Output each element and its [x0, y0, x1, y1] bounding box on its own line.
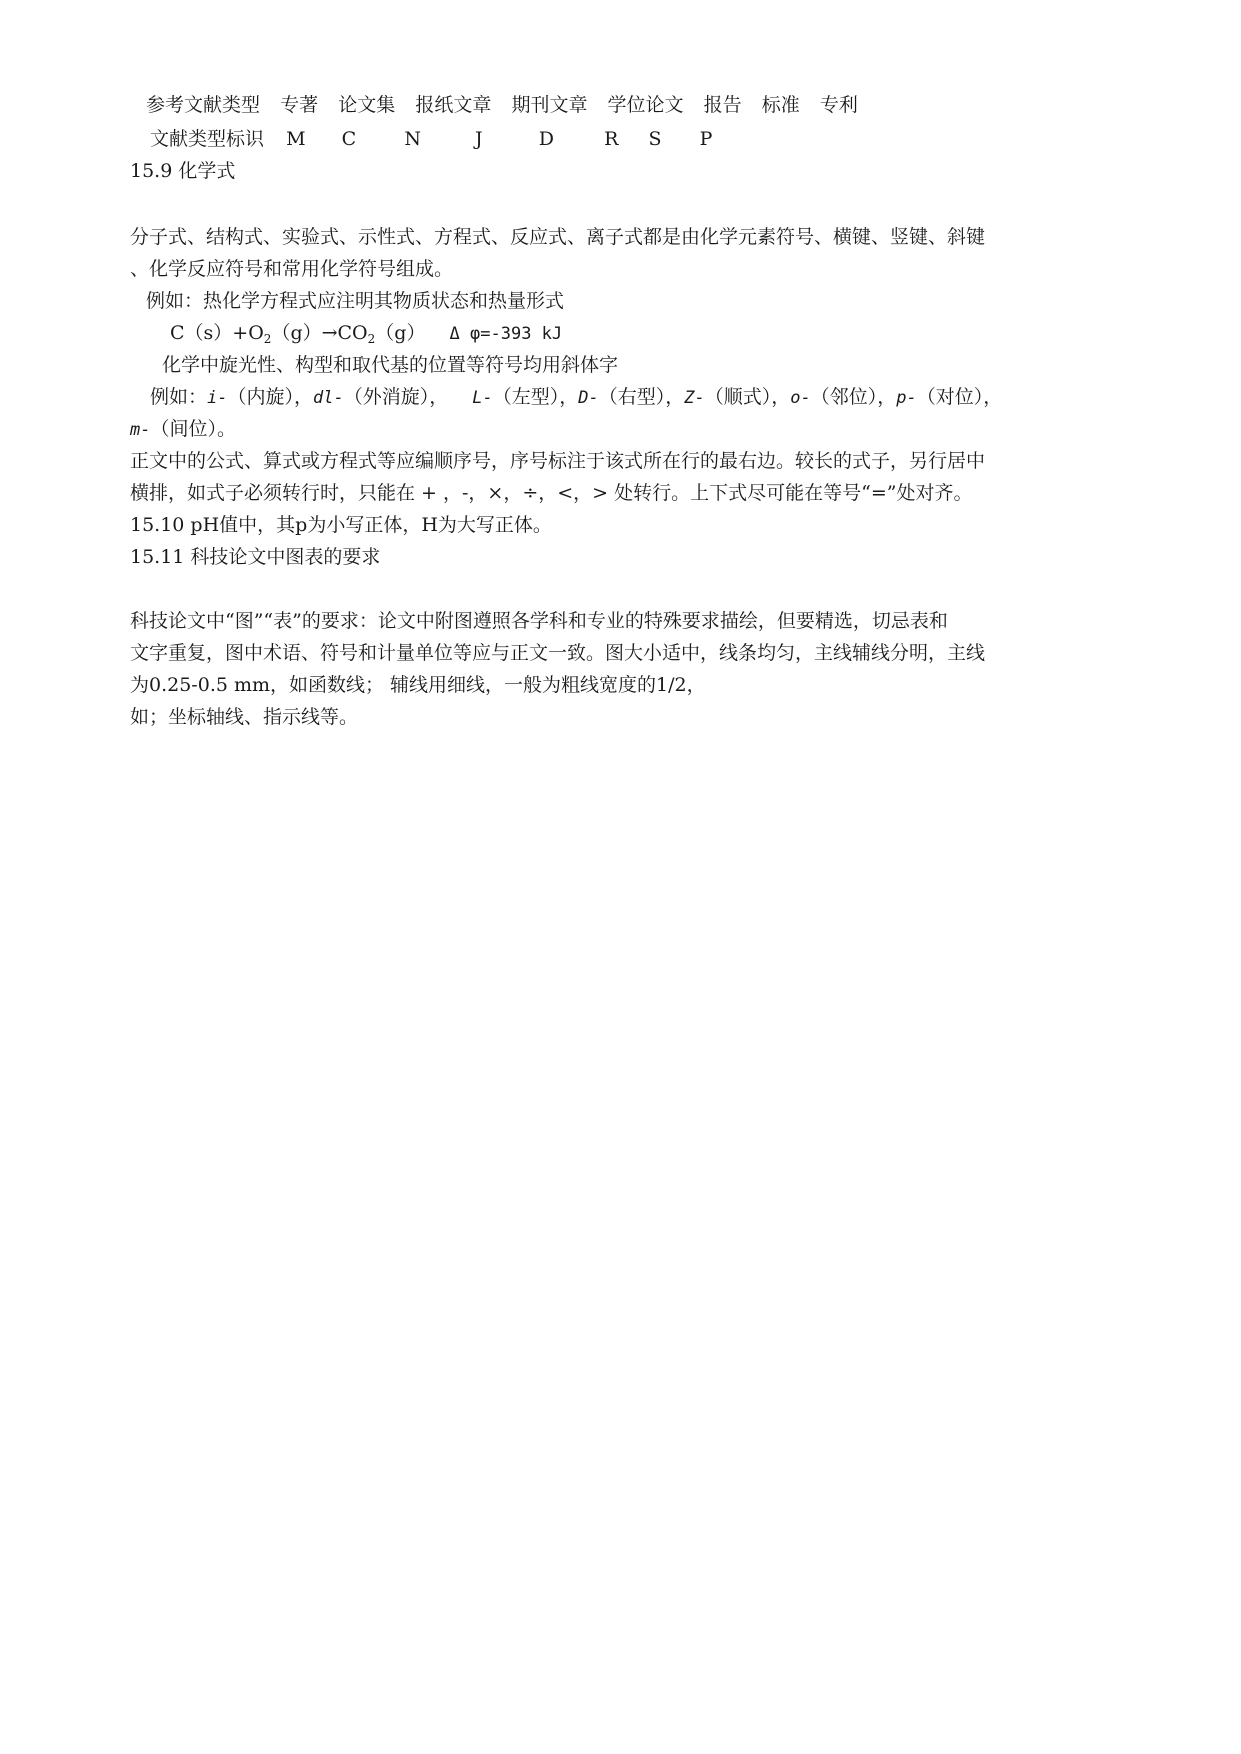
ex2-lead: 例如：: [150, 386, 208, 408]
ref-code-n: N: [404, 128, 421, 150]
ref-code-c: C: [341, 128, 357, 150]
ex2-dl-text: （外消旋），: [343, 386, 449, 408]
section-15-11-heading: 15.11 科技论文中图表的要求: [130, 546, 381, 568]
ref-type-report: 报告: [703, 94, 742, 116]
ex2-p: p-: [896, 388, 917, 408]
ex2-D: D-: [578, 388, 599, 408]
ref-type-thesis: 学位论文: [607, 94, 684, 116]
s159-para2-line1: 正文中的公式、算式或方程式等应编顺序号，序号标注于该式所在行的最右边。较长的式子，另行居中: [130, 450, 986, 472]
s159-example-intro: 例如：热化学方程式应注明其物质状态和热量形式: [146, 290, 565, 312]
ref-types-row: [146, 92, 858, 118]
s1511-line4: 如；坐标轴线、指示线等。: [130, 706, 359, 728]
ex2-dl: dl-: [313, 388, 344, 408]
eq-carbon: C（s）+O: [170, 322, 264, 344]
thermochem-equation: [170, 320, 562, 346]
ref-type-standard: 标准: [761, 94, 800, 116]
ex2-i: i-: [207, 388, 228, 408]
ex2-Z-text: （顺式），: [704, 386, 791, 408]
s159-italic-examples-cont: [130, 416, 236, 442]
ref-code-d: D: [538, 128, 554, 150]
ref-type-proceedings: 论文集: [338, 94, 396, 116]
eq-gas-state: （g）: [375, 322, 426, 344]
ref-code-r: R: [604, 128, 619, 150]
section-15-10-text: 15.10 pH值中，其p为小写正体，H为大写正体。: [130, 514, 552, 536]
eq-arrow-co2: （g）→CO: [271, 322, 368, 344]
ref-type-journal: 期刊文章: [511, 94, 588, 116]
ref-code-p: P: [699, 128, 713, 150]
ex2-i-text: （内旋），: [227, 386, 314, 408]
section-15-9-heading: 15.9 化学式: [130, 160, 236, 182]
ex2-o: o-: [790, 388, 811, 408]
ref-types-label: 参考文献类型: [146, 94, 261, 116]
ref-code-m: M: [286, 128, 306, 150]
ex2-m: m-: [130, 420, 151, 440]
ref-codes-row: [150, 126, 712, 152]
s159-italic-note: 化学中旋光性、构型和取代基的位置等符号均用斜体字: [162, 354, 619, 376]
ref-type-newspaper: 报纸文章: [415, 94, 492, 116]
ex2-Z: Z-: [684, 388, 705, 408]
ref-type-patent: 专利: [819, 94, 858, 116]
ex2-o-text: （邻位），: [810, 386, 897, 408]
s159-para2-line2: 横排，如式子必须转行时，只能在 + ，-，×，÷，<，> 处转行。上下式尽可能在等号“=”处对齐。: [130, 482, 973, 504]
eq-enthalpy: Δ φ=-393 kJ: [449, 324, 563, 344]
s1511-line1: 科技论文中“图”“表”的要求：论文中附图遵照各学科和专业的特殊要求描绘，但要精选，切忌表和: [130, 610, 948, 632]
ex2-D-text: （右型），: [598, 386, 685, 408]
s1511-line3: 为0.25-0.5 mm，如函数线； 辅线用细线，一般为粗线宽度的1/2，: [130, 674, 706, 696]
ref-codes-label: 文献类型标识: [150, 128, 265, 150]
eq-o2-subscript: 2: [263, 332, 272, 346]
ex2-L: L-: [472, 388, 493, 408]
eq-co2-subscript: 2: [367, 332, 376, 346]
ex2-p-text: （对位），: [916, 386, 1003, 408]
ref-code-j: J: [475, 128, 483, 150]
ref-type-monograph: 专著: [280, 94, 319, 116]
s159-para1-line1: 分子式、结构式、实验式、示性式、方程式、反应式、离子式都是由化学元素符号、横键、竖键、斜键: [130, 226, 986, 248]
ex2-m-text: （间位）。: [150, 418, 236, 440]
ex2-L-text: （左型），: [492, 386, 579, 408]
s1511-line2: 文字重复，图中术语、符号和计量单位等应与正文一致。图大小适中，线条均匀，主线辅线分明，主线: [130, 642, 986, 664]
s159-para1-line2: 、化学反应符号和常用化学符号组成。: [130, 258, 454, 280]
ref-code-s: S: [648, 128, 662, 150]
s159-italic-examples: [150, 384, 1002, 410]
